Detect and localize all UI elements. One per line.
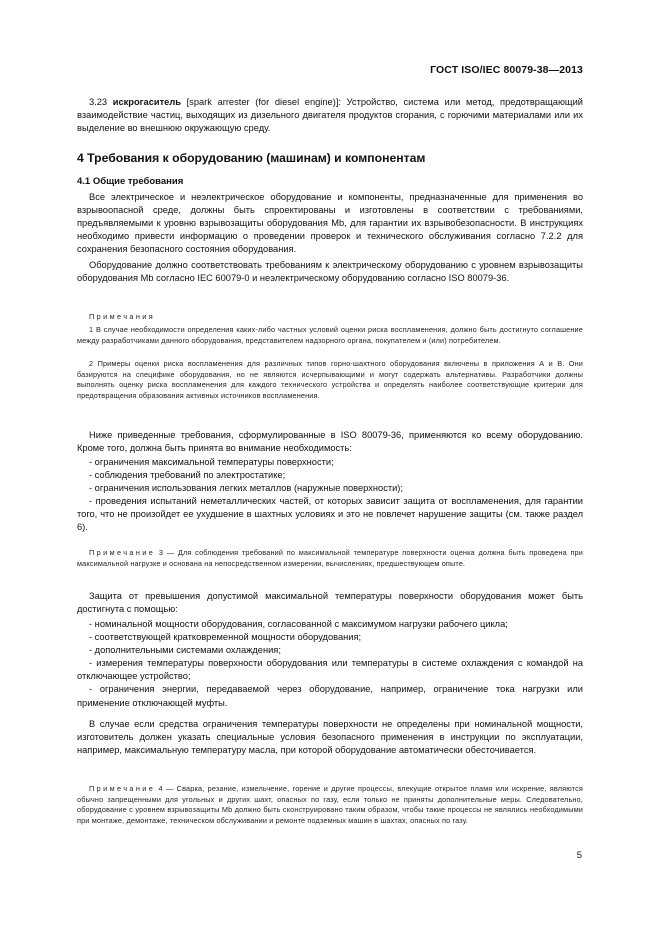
list-item: - дополнительными системами охлаждения; xyxy=(89,645,281,656)
note-3-text: 3 — Для соблюдения требований по максимальной температуре поверхности оценка должна быть проведена при максимальной нагрузке и основана на непосредственном измерении, вычислениях, предшествующем опыте. xyxy=(77,548,583,568)
note-2: 2 Примеры оценки риска воспламенения для различных типов горно-шахтного оборудования включены в приложения А и В. Они базируются на специфике оборудования, но не являются исчерпывающими и могут содержать альтернативы. Разработчики должны выполнять оценку риска воспламенения для каждого технического устройства и определять наиболее соответствующие критерии для предотвращения образования активных источников воспламенения. xyxy=(77,359,583,400)
list-item: - измерения температуры поверхности оборудования или температуры в системе охлаждения с командой на отключающее устройство; xyxy=(77,658,583,682)
term-definition: [spark arrester (for diesel engine)]: Устройство, система или метод, предотвращающий взаимодействие частиц, выходящих из дизельного двигателя продуктов сгорания, с горючими материалами или их выделение во внешнюю окружающую среду. xyxy=(77,97,583,134)
list-item: - соответствующей кратковременной мощности оборудования; xyxy=(89,632,362,643)
notes-heading: Примечания xyxy=(89,312,156,321)
note-4-label: Примечание xyxy=(89,784,156,793)
term-name: искрогаситель xyxy=(112,97,181,107)
list-item: - номинальной мощности оборудования, согласованной с максимумом нагрузки рабочего цикла; xyxy=(89,619,508,629)
section-4-1-title: 4.1 Общие требования xyxy=(77,176,184,187)
section-4-title: 4 Требования к оборудованию (машинам) и компонентам xyxy=(77,151,426,165)
standard-header: ГОСТ ISO/IEC 80079-38—2013 xyxy=(430,64,583,76)
page-number: 5 xyxy=(576,850,582,861)
list-item: - ограничения максимальной температуры поверхности; xyxy=(89,457,334,467)
note-1: 1 В случае необходимости определения каких-либо частных условий оценки риска воспламенения, должно быть достигнуто соглашение между разработчиками данного оборудования, представителем надзорного органа, покупателем и (или) потребителем. xyxy=(77,325,583,345)
paragraph-manufacturer-conditions: В случае если средства ограничения температуры поверхности не определены при номинальной мощности, изготовитель должен указать специальные условия безопасного применения в инструкции по эксплуатации, например, максимальную температуру масла, при которой оборудование автоматически обесточивается. xyxy=(77,719,583,756)
paragraph-general-2: Оборудование должно соответствовать требованиям к электрическому оборудованию с уровнем взрывозащиты оборудования Mb согласно IEC 60079-0 и неэлектрическому оборудованию согласно ISO 80079-36. xyxy=(77,260,583,284)
term-number: 3.23 xyxy=(89,97,108,107)
paragraph-temperature-intro: Защита от превышения допустимой максимальной температуры поверхности оборудования может быть достигнута с помощью: xyxy=(77,591,583,615)
note-3 xyxy=(77,548,583,569)
paragraph-general-1: Все электрическое и неэлектрическое оборудование и компоненты, предназначенные для применения во взрывоопасной среде, должны быть спроектированы и изготовлены в соответствии с требованиями, предъявляемыми к уровню взрывозащиты оборудования Mb, для гарантии их взрывобезопасности. В инструкциях необходимо привести информацию о проведении проверок и технического обслуживания согласно 7.2.2 для сохранения безопасного состояния оборудования. xyxy=(77,192,583,255)
temperature-protection-list xyxy=(77,618,583,710)
note-4 xyxy=(77,784,583,826)
list-item: - проведения испытаний неметаллических частей, от которых зависит защита от воспламенения, для гарантии того, что не произойдет ее ухудшение в шахтных условиях и это не повлечет нарушение защиты (см. также раздел 6). xyxy=(77,496,583,533)
note-3-label: Примечание xyxy=(89,548,156,557)
term-3-23 xyxy=(77,96,583,135)
list-item: - ограничения использования легких металлов (наружные поверхности); xyxy=(89,483,403,494)
requirements-list xyxy=(77,456,583,535)
note-4-text: 4 — Сварка, резание, измельчение, горение и другие процессы, влекущие открытое пламя или искрение, являются обычно запрещенными для угольных и других шахт, опасных по газу, если только не приняты дополнительные меры. Следовательно, оборудование с уровнем взрывозащиты Mb должно быть сконструировано таким образом, чтобы такие процессы не являлись необходимыми при монтаже, демонтаже, техническом обслуживании и ремонте подземных машин в шахтах, опасных по газу. xyxy=(77,784,583,825)
paragraph-requirements-intro: Ниже приведенные требования, сформулированные в ISO 80079-36, применяются ко всему оборудованию. Кроме того, должна быть принята во внимание необходимость: xyxy=(77,430,583,454)
list-item: - ограничения энергии, передаваемой через оборудование, например, ограничение тока нагрузки или применение отключающей муфты. xyxy=(77,684,583,708)
list-item: - соблюдения требований по электростатике; xyxy=(89,470,286,481)
